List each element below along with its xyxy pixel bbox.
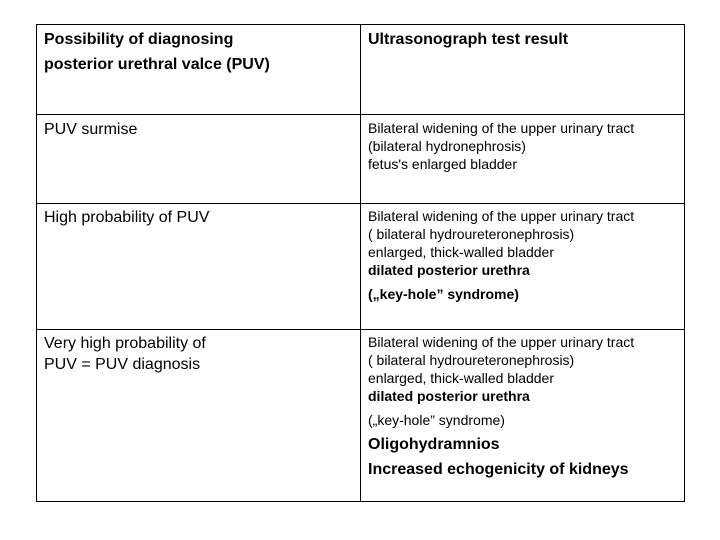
row-2-right-bold-line: dilated posterior urethra <box>368 262 530 278</box>
row-2-left-cell <box>44 207 344 228</box>
header-left-line: Possibility of diagnosing <box>44 31 234 48</box>
row-1-left-cell <box>44 119 344 140</box>
row-3-right-line: ( bilateral hydroureteronephrosis) <box>368 352 575 368</box>
row-2-left-text: High probability of PUV <box>44 209 210 226</box>
row-1-right-cell <box>368 119 684 173</box>
header-left-line: posterior urethral valce (PUV) <box>44 56 270 73</box>
row-3-left-cell <box>44 333 344 375</box>
row-3-left-line: PUV = PUV diagnosis <box>44 356 201 373</box>
header-right-text: Ultrasonograph test result <box>368 31 569 48</box>
row-1-left-text: PUV surmise <box>44 121 138 138</box>
row-3-right-bold-line: dilated posterior urethra <box>368 388 530 404</box>
row-1-right-line: (bilateral hydronephrosis) <box>368 138 526 154</box>
row-1-right-line: Bilateral widening of the upper urinary tract <box>368 120 635 136</box>
row-1-right-line: fetus's enlarged bladder <box>368 156 517 172</box>
row-divider <box>37 114 684 115</box>
row-3-left-line: Very high probability of <box>44 335 206 352</box>
row-2-right-line: ( bilateral hydroureteronephrosis) <box>368 226 575 242</box>
header-right-cell <box>368 27 684 52</box>
row-3-right-bold-big-line: Oligohydramnios <box>368 436 500 453</box>
row-divider <box>37 203 684 204</box>
row-3-right-line: enlarged, thick-walled bladder <box>368 370 554 386</box>
row-2-right-line: enlarged, thick-walled bladder <box>368 244 554 260</box>
row-2-right-bold-line: („key-hole” syndrome) <box>368 286 519 302</box>
diagnosis-table <box>36 24 685 502</box>
row-3-right-cell <box>368 333 684 482</box>
row-2-right-line: Bilateral widening of the upper urinary tract <box>368 208 635 224</box>
header-left-cell <box>44 27 344 77</box>
row-2-right-cell <box>368 207 684 303</box>
row-3-right-line: Bilateral widening of the upper urinary tract <box>368 334 635 350</box>
row-3-right-bold-big-line: Increased echogenicity of kidneys <box>368 461 629 478</box>
row-divider <box>37 329 684 330</box>
row-3-right-line: („key-hole” syndrome) <box>368 412 505 428</box>
column-divider <box>360 25 361 501</box>
